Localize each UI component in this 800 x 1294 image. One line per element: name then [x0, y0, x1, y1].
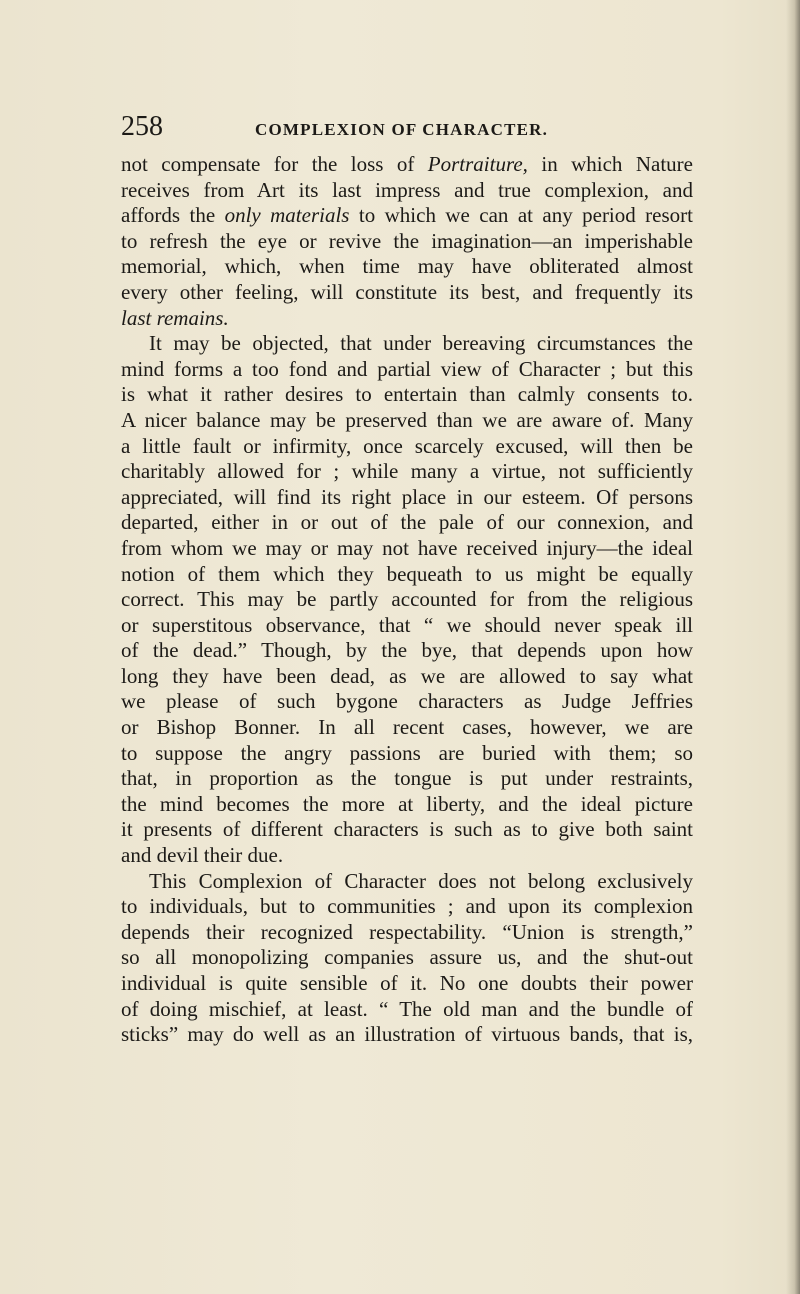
- text-line: departed, either in or out of the pale of our connexion, and: [121, 510, 693, 535]
- text-line: mind forms a too fond and partial view of Character ; but this: [121, 356, 693, 381]
- text-line: or superstitous observance, that “ we should never speak ill: [121, 612, 693, 637]
- body-text: [121, 152, 693, 1048]
- text-line: correct. This may be partly accounted for from the religious: [121, 587, 693, 612]
- text-line: every other feeling, will constitute its best, and frequently its: [121, 279, 693, 304]
- text-line: charitably allowed for ; while many a virtue, not sufficiently: [121, 459, 693, 484]
- paragraph-start-line: It may be objected, that under bereaving circumstances the: [149, 331, 693, 356]
- text-line: sticks” may do well as an illustration of virtuous bands, that is,: [121, 1022, 693, 1047]
- text-line: not compensate for the loss of Portraiture, in which Nature: [121, 152, 693, 176]
- text-line: that, in proportion as the tongue is put under restraints,: [121, 766, 693, 791]
- text-line: a little fault or infirmity, once scarcely excused, will then be: [121, 433, 693, 458]
- text-line: is what it rather desires to entertain than calmly consents to.: [121, 382, 693, 407]
- text-line: so all monopolizing companies assure us, and the shut-out: [121, 945, 693, 970]
- text-line: last remains.: [121, 305, 229, 330]
- text-line: it presents of different characters is such as to give both saint: [121, 817, 693, 842]
- text-line: the mind becomes the more at liberty, and the ideal picture: [121, 791, 693, 816]
- text-line: we please of such bygone characters as Judge Jeffries: [121, 689, 693, 714]
- text-line: A nicer balance may be preserved than we are aware of. Many: [121, 407, 693, 432]
- page-header: [121, 112, 681, 142]
- text-line: to refresh the eye or revive the imagination—an imperishable: [121, 228, 693, 253]
- text-line: or Bishop Bonner. In all recent cases, however, we are: [121, 715, 693, 740]
- text-line: notion of them which they bequeath to us might be equally: [121, 561, 693, 586]
- text-line: of the dead.” Though, by the bye, that depends upon how: [121, 638, 693, 663]
- text-line: affords the only materials to which we can at any period resort: [121, 203, 693, 228]
- text-line: receives from Art its last impress and true complexion, and: [121, 177, 693, 202]
- page-number: 258: [121, 111, 163, 142]
- running-head: COMPLEXION OF CHARACTER.: [255, 120, 549, 139]
- text-line: and devil their due.: [121, 843, 284, 868]
- text-line: depends their recognized respectability. “Union is strength,”: [121, 919, 693, 944]
- page-edge-shadow: [786, 0, 800, 1294]
- text-line: to individuals, but to communities ; and upon its complexion: [121, 894, 693, 919]
- paragraph-start-line: This Complexion of Character does not belong exclusively: [149, 868, 693, 893]
- text-line: individual is quite sensible of it. No one doubts their power: [121, 971, 693, 995]
- text-line: of doing mischief, at least. “ The old man and the bundle of: [121, 996, 693, 1021]
- text-line: long they have been dead, as we are allowed to say what: [121, 663, 693, 688]
- text-line: to suppose the angry passions are buried with them; so: [121, 740, 693, 765]
- text-line: appreciated, will find its right place in our esteem. Of persons: [121, 484, 693, 509]
- text-line: memorial, which, when time may have obliterated almost: [121, 254, 693, 279]
- text-line: from whom we may or may not have received injury—the ideal: [121, 535, 693, 560]
